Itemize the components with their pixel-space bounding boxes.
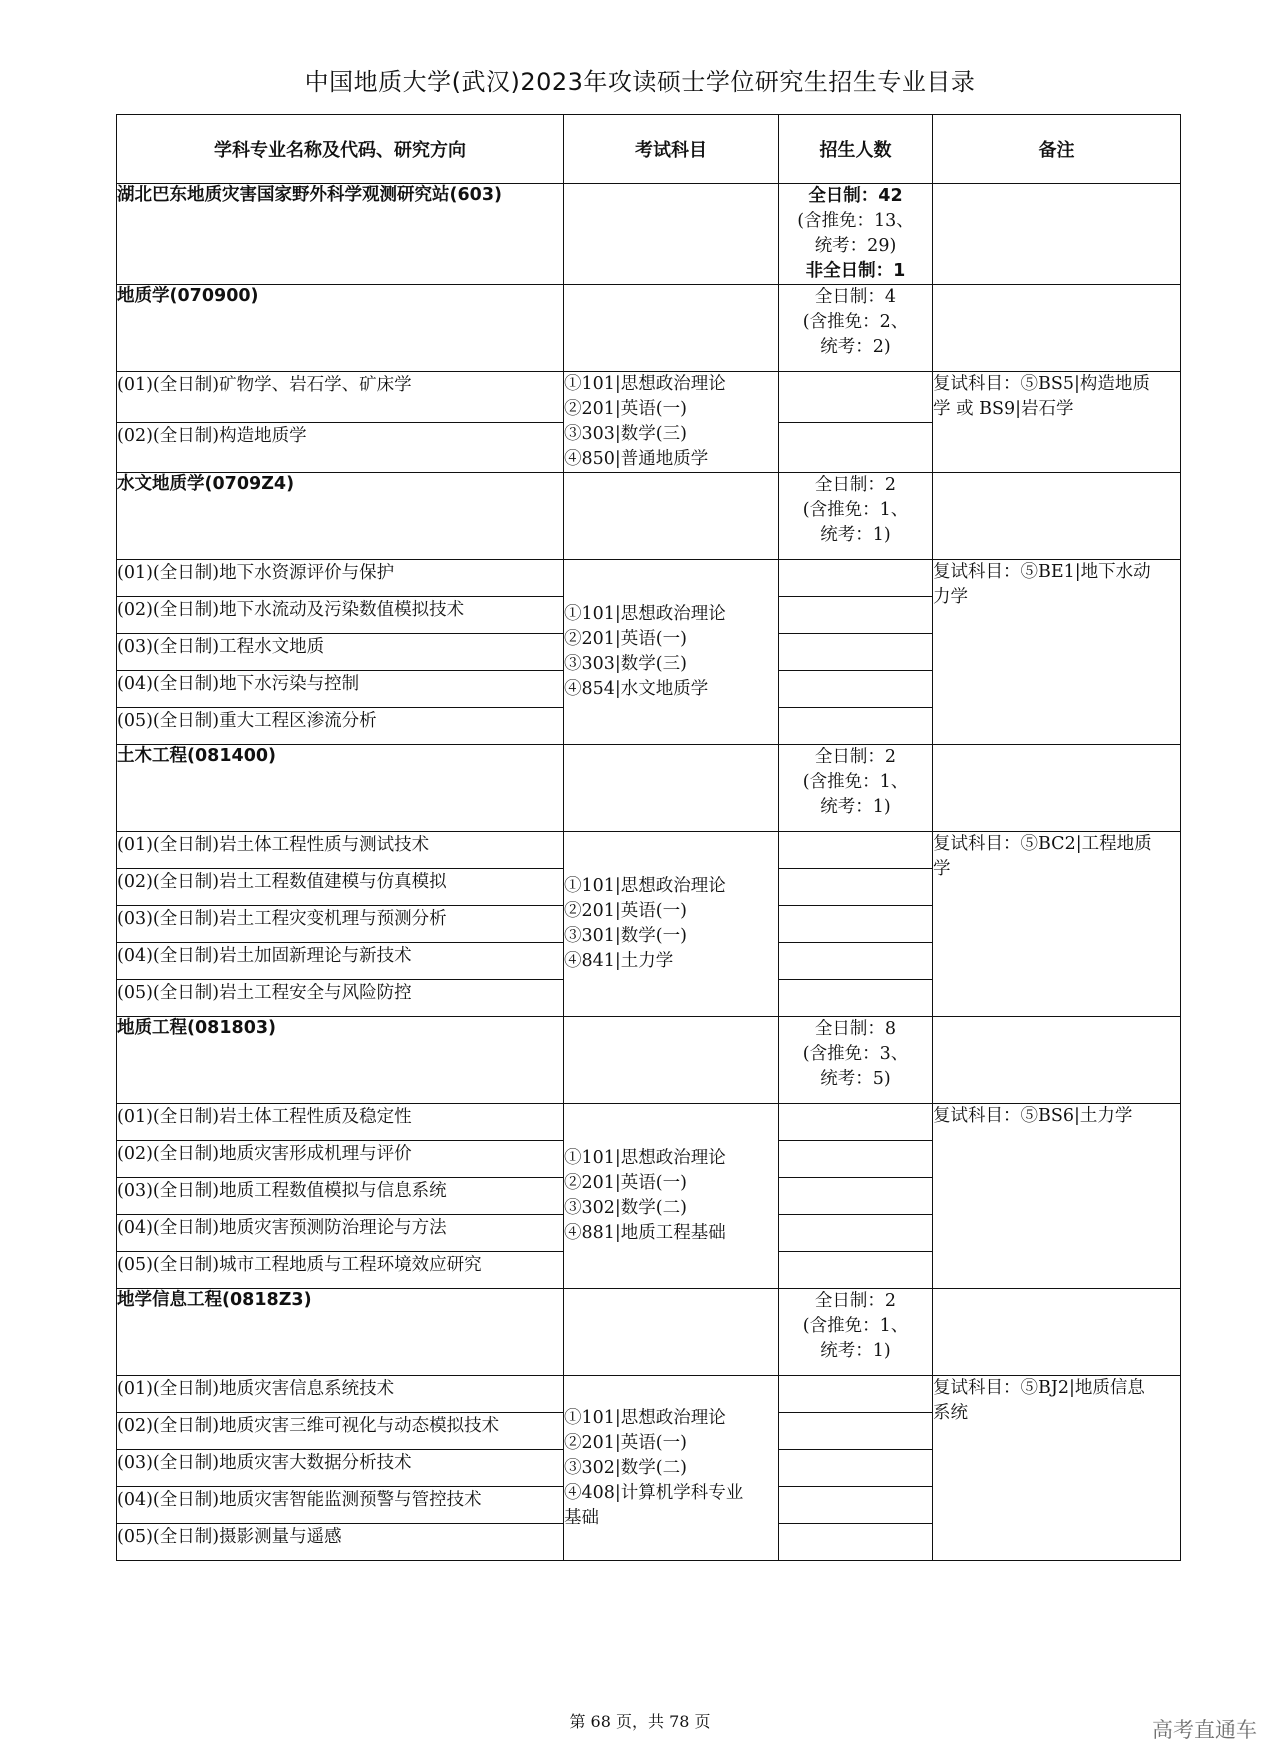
remark: [933, 1376, 1181, 1561]
major-quota-line: 全日制：2: [814, 1291, 897, 1311]
catalog-table: [116, 114, 1181, 1561]
exam-subject: ③303|数学(三): [564, 654, 687, 674]
direction-name: (01)(全日制)地质灾害信息系统技术: [117, 1376, 564, 1413]
direction-name: (01)(全日制)地下水资源评价与保护: [117, 560, 564, 597]
remark-line: 复试科目：⑤BS6|土力学: [933, 1106, 1133, 1126]
direction-quota: [779, 671, 933, 708]
direction-quota: [779, 980, 933, 1017]
direction-quota: [779, 708, 933, 745]
major-row: [117, 473, 1181, 560]
direction-name: (02)(全日制)构造地质学: [117, 422, 564, 473]
major-quota-line: (含推免：1、: [802, 772, 909, 792]
direction-quota: [779, 1487, 933, 1524]
direction-row: [117, 372, 1181, 423]
page-title: 中国地质大学(武汉)2023年攻读硕士学位研究生招生专业目录: [304, 68, 976, 96]
direction-row: [117, 1104, 1181, 1141]
major-quota-line: (含推免：2、: [802, 312, 909, 332]
direction-quota: [779, 832, 933, 869]
direction-name: (02)(全日制)地下水流动及污染数值模拟技术: [117, 597, 564, 634]
remark: [933, 1104, 1181, 1289]
direction-quota: [779, 1413, 933, 1450]
direction-name: (02)(全日制)地质灾害形成机理与评价: [117, 1141, 564, 1178]
major-quota: [779, 285, 933, 372]
major-quota-line: 全日制：4: [814, 287, 897, 307]
exam-subject: ①101|思想政治理论: [564, 374, 726, 394]
major-quota: [779, 473, 933, 560]
exam-subject: ③302|数学(二): [564, 1198, 687, 1218]
unit-quota-detail: (含推免：13、: [797, 211, 914, 231]
major-quota-line: 统考：1): [820, 797, 891, 817]
unit-row: [117, 184, 1181, 285]
direction-name: (03)(全日制)岩土工程灾变机理与预测分析: [117, 906, 564, 943]
direction-name: (03)(全日制)地质灾害大数据分析技术: [117, 1450, 564, 1487]
remark: [933, 560, 1181, 745]
exam-subjects: [564, 832, 779, 1017]
remark-line: 系统: [933, 1403, 968, 1423]
exam-subjects: [564, 560, 779, 745]
direction-name: (05)(全日制)重大工程区渗流分析: [117, 708, 564, 745]
unit-quota: [779, 184, 933, 285]
major-quota: [779, 1017, 933, 1104]
major-quota: [779, 745, 933, 832]
direction-quota: [779, 1376, 933, 1413]
major-quota: [779, 1289, 933, 1376]
direction-quota: [779, 1141, 933, 1178]
remark: [933, 372, 1181, 473]
exam-subject: 基础: [564, 1507, 599, 1528]
major-quota-line: 统考：5): [820, 1069, 891, 1089]
direction-name: (04)(全日制)地质灾害智能监测预警与管控技术: [117, 1487, 564, 1524]
direction-name: (01)(全日制)岩土体工程性质及稳定性: [117, 1104, 564, 1141]
direction-name: (04)(全日制)地质灾害预测防治理论与方法: [117, 1215, 564, 1252]
major-quota-line: 全日制：8: [814, 1019, 897, 1039]
exam-subject: ②201|英语(一): [564, 629, 687, 649]
header-exams: 考试科目: [564, 115, 779, 184]
remark-line: 复试科目：⑤BC2|工程地质: [933, 834, 1152, 854]
direction-quota: [779, 906, 933, 943]
direction-quota: [779, 597, 933, 634]
direction-quota: [779, 1524, 933, 1561]
direction-quota: [779, 1252, 933, 1289]
exam-subjects: [564, 372, 779, 473]
direction-name: (02)(全日制)地质灾害三维可视化与动态模拟技术: [117, 1413, 564, 1450]
exam-subject: ②201|英语(一): [564, 1432, 687, 1453]
direction-quota: [779, 943, 933, 980]
major-quota-line: 统考：2): [820, 337, 891, 357]
direction-row: [117, 1376, 1181, 1413]
major-name: 地质工程(081803): [117, 1017, 564, 1104]
remark-line: 力学: [933, 587, 968, 607]
unit-quota-fulltime: 全日制：42: [808, 186, 903, 206]
major-quota-line: (含推免：1、: [802, 500, 909, 520]
major-quota-line: (含推免：1、: [802, 1316, 909, 1336]
direction-quota: [779, 1215, 933, 1252]
exam-subject: ③301|数学(一): [564, 926, 687, 946]
direction-quota: [779, 1450, 933, 1487]
header-major: 学科专业名称及代码、研究方向: [117, 115, 564, 184]
direction-quota: [779, 869, 933, 906]
direction-name: (05)(全日制)城市工程地质与工程环境效应研究: [117, 1252, 564, 1289]
direction-quota: [779, 422, 933, 473]
exam-subject: ①101|思想政治理论: [564, 604, 726, 624]
watermark: 高考直通车: [1152, 1718, 1257, 1742]
exam-subject: ④408|计算机学科专业: [564, 1482, 744, 1503]
remark: [933, 832, 1181, 1017]
exam-subject: ②201|英语(一): [564, 901, 687, 921]
exam-subject: ④881|地质工程基础: [564, 1223, 726, 1243]
exam-subjects: [564, 1104, 779, 1289]
direction-name: (02)(全日制)岩土工程数值建模与仿真模拟: [117, 869, 564, 906]
exam-subject: ④841|土力学: [564, 951, 674, 971]
direction-quota: [779, 1104, 933, 1141]
major-quota-line: 统考：1): [820, 1341, 891, 1361]
direction-name: (04)(全日制)地下水污染与控制: [117, 671, 564, 708]
direction-row: [117, 560, 1181, 597]
major-name: 地学信息工程(0818Z3): [117, 1289, 564, 1376]
unit-name: 湖北巴东地质灾害国家野外科学观测研究站(603): [117, 184, 564, 285]
major-name: 地质学(070900): [117, 285, 564, 372]
major-row: [117, 745, 1181, 832]
exam-subject: ①101|思想政治理论: [564, 1148, 726, 1168]
header-remark: 备注: [933, 115, 1181, 184]
header-quota: 招生人数: [779, 115, 933, 184]
exam-subject: ②201|英语(一): [564, 1173, 687, 1193]
remark-line: 复试科目：⑤BS5|构造地质: [933, 374, 1150, 394]
exam-subject: ④854|水文地质学: [564, 679, 709, 699]
direction-name: (04)(全日制)岩土加固新理论与新技术: [117, 943, 564, 980]
exam-subjects: [564, 1376, 779, 1561]
unit-quota-detail2: 统考：29): [814, 236, 897, 256]
unit-quota-parttime: 非全日制：1: [805, 261, 906, 281]
exam-subject: ①101|思想政治理论: [564, 1407, 726, 1428]
remark-line: 复试科目：⑤BE1|地下水动: [933, 562, 1151, 582]
major-quota-line: (含推免：3、: [802, 1044, 909, 1064]
exam-subject: ③302|数学(二): [564, 1457, 687, 1478]
direction-name: (01)(全日制)矿物学、岩石学、矿床学: [117, 372, 564, 423]
exam-subject: ③303|数学(三): [564, 424, 687, 444]
remark-line: 学 或 BS9|岩石学: [933, 399, 1074, 419]
direction-quota: [779, 1178, 933, 1215]
table-header-row: [117, 115, 1181, 184]
major-quota-line: 全日制：2: [814, 475, 897, 495]
direction-quota: [779, 634, 933, 671]
major-quota-line: 统考：1): [820, 525, 891, 545]
direction-name: (05)(全日制)摄影测量与遥感: [117, 1524, 564, 1561]
direction-name: (01)(全日制)岩土体工程性质与测试技术: [117, 832, 564, 869]
direction-quota: [779, 372, 933, 423]
major-quota-line: 全日制：2: [814, 747, 897, 767]
direction-name: (05)(全日制)岩土工程安全与风险防控: [117, 980, 564, 1017]
major-row: [117, 285, 1181, 372]
direction-row: [117, 832, 1181, 869]
major-name: 水文地质学(0709Z4): [117, 473, 564, 560]
page-footer: 第 68 页，共 78 页: [569, 1712, 711, 1731]
major-name: 土木工程(081400): [117, 745, 564, 832]
direction-name: (03)(全日制)工程水文地质: [117, 634, 564, 671]
direction-name: (03)(全日制)地质工程数值模拟与信息系统: [117, 1178, 564, 1215]
major-row: [117, 1289, 1181, 1376]
direction-quota: [779, 560, 933, 597]
exam-subject: ①101|思想政治理论: [564, 876, 726, 896]
remark-line: 学: [933, 859, 951, 879]
major-row: [117, 1017, 1181, 1104]
exam-subject: ④850|普通地质学: [564, 449, 709, 469]
remark-line: 复试科目：⑤BJ2|地质信息: [933, 1378, 1145, 1398]
exam-subject: ②201|英语(一): [564, 399, 687, 419]
